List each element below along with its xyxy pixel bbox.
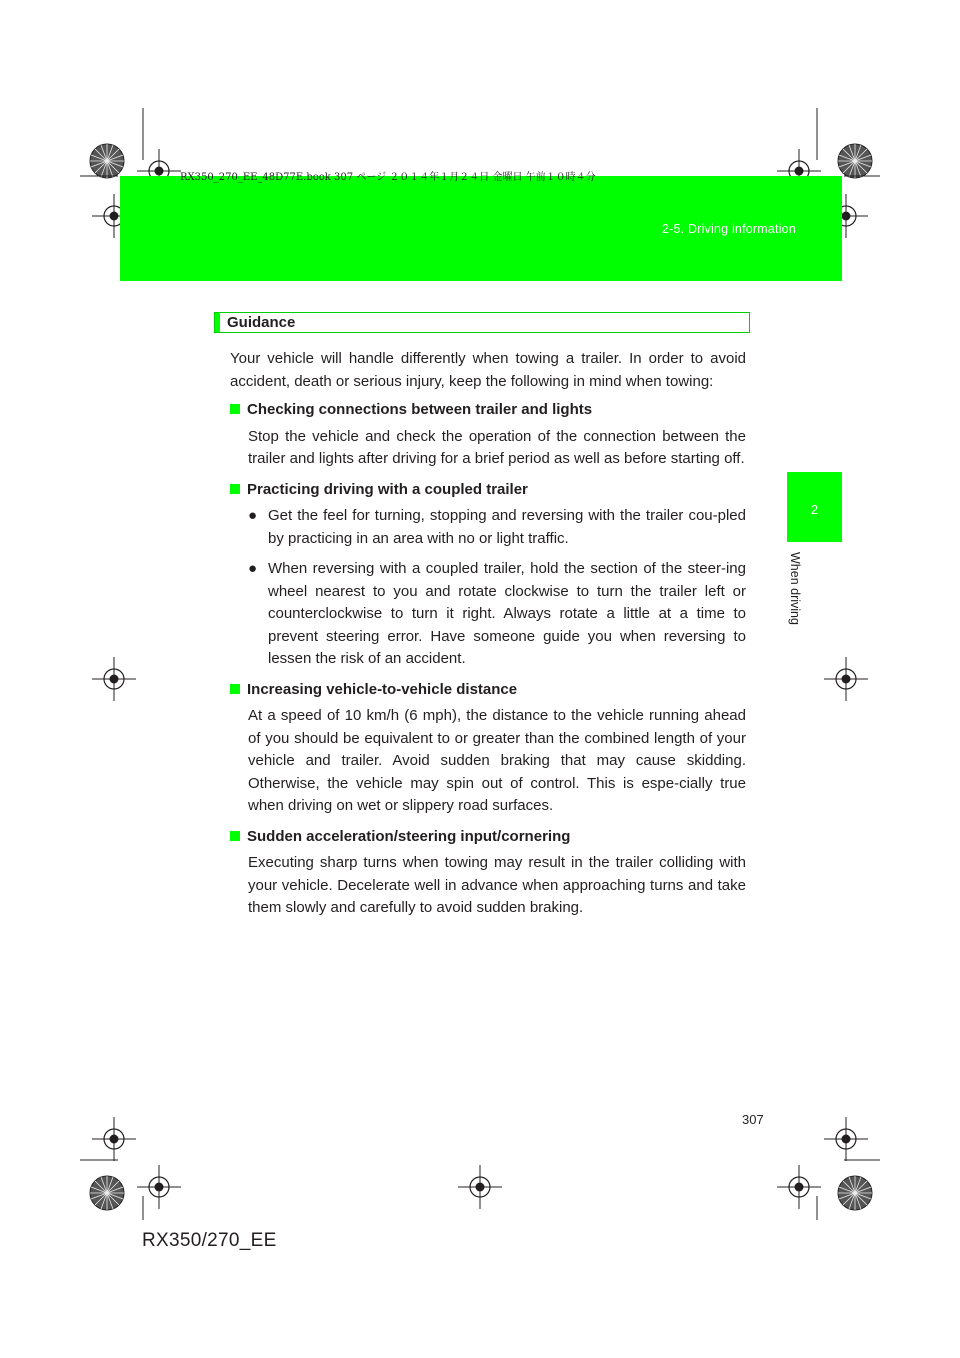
guidance-header	[214, 312, 750, 333]
guidance-title: Guidance	[227, 314, 296, 331]
section-body: At a speed of 10 km/h (6 mph), the distance to the vehicle running ahead of you should be equivalent to or greater than the combined length of your vehicle and trailer. Avoid sudden braking that may cause skidding. Otherwise, the vehicle may spin out of control. This is espe-cially true when driving on wet or slippery road surfaces.	[248, 707, 746, 814]
chapter-tab	[787, 472, 842, 542]
bullet-dot-icon: ●	[248, 507, 258, 524]
bullet-item	[248, 558, 746, 671]
main-content	[230, 348, 746, 928]
section-title: 2-5. Driving information	[661, 222, 796, 236]
bullet-dot-icon: ●	[248, 560, 258, 577]
section-heading	[230, 479, 746, 502]
section-heading-text: Checking connections between trailer and lights	[247, 401, 593, 418]
section-heading-text: Increasing vehicle-to-vehicle distance	[247, 680, 518, 698]
section-heading	[230, 679, 746, 702]
intro-paragraph: Your vehicle will handle differently when towing a trailer. In order to avoid accident, death or serious injury, keep the following in mind when towing:	[230, 350, 746, 390]
section-body: Executing sharp turns when towing may result in the trailer colliding with your vehicle. Decelerate well in advance when approaching turns and take them slowly and carefully to avoid sudden braking.	[248, 854, 746, 916]
section-heading-text: Practicing driving with a coupled trailer	[247, 480, 528, 498]
section-body: Stop the vehicle and check the operation of the connection between the trailer and lights after driving for a brief period as well as before starting off.	[248, 427, 746, 467]
model-code: RX350/270_EE	[142, 1230, 277, 1251]
green-square-icon	[230, 484, 240, 494]
chapter-label: When driving	[788, 552, 802, 625]
bullet-text: Get the feel for turning, stopping and reversing with the trailer cou-pled by practicing in an area with no or light traffic.	[268, 507, 746, 547]
section-heading-text: Sudden acceleration/steering input/cornering	[247, 827, 571, 845]
book-stamp: RX350_270_EE_48D77E.book 307 ページ ２０１４年１月２４日 金曜日 午前１０時４分	[180, 172, 596, 183]
section-heading	[230, 826, 746, 849]
green-square-icon	[230, 831, 240, 841]
guidance-accent-bar	[215, 313, 220, 332]
green-square-icon	[230, 404, 240, 414]
bullet-item	[248, 505, 746, 550]
page-number: 307	[742, 1112, 764, 1127]
bullet-text: When reversing with a coupled trailer, hold the section of the steer-ing wheel nearest to you and rotate clockwise to turn the trailer left or counterclockwise to turn it right. Always rotate a little at a time to prevent steering error. Have someone guide you when reversing to lessen the risk of an accident.	[268, 560, 746, 667]
green-square-icon	[230, 684, 240, 694]
chapter-number: 2	[810, 502, 819, 517]
section-heading	[230, 399, 746, 422]
